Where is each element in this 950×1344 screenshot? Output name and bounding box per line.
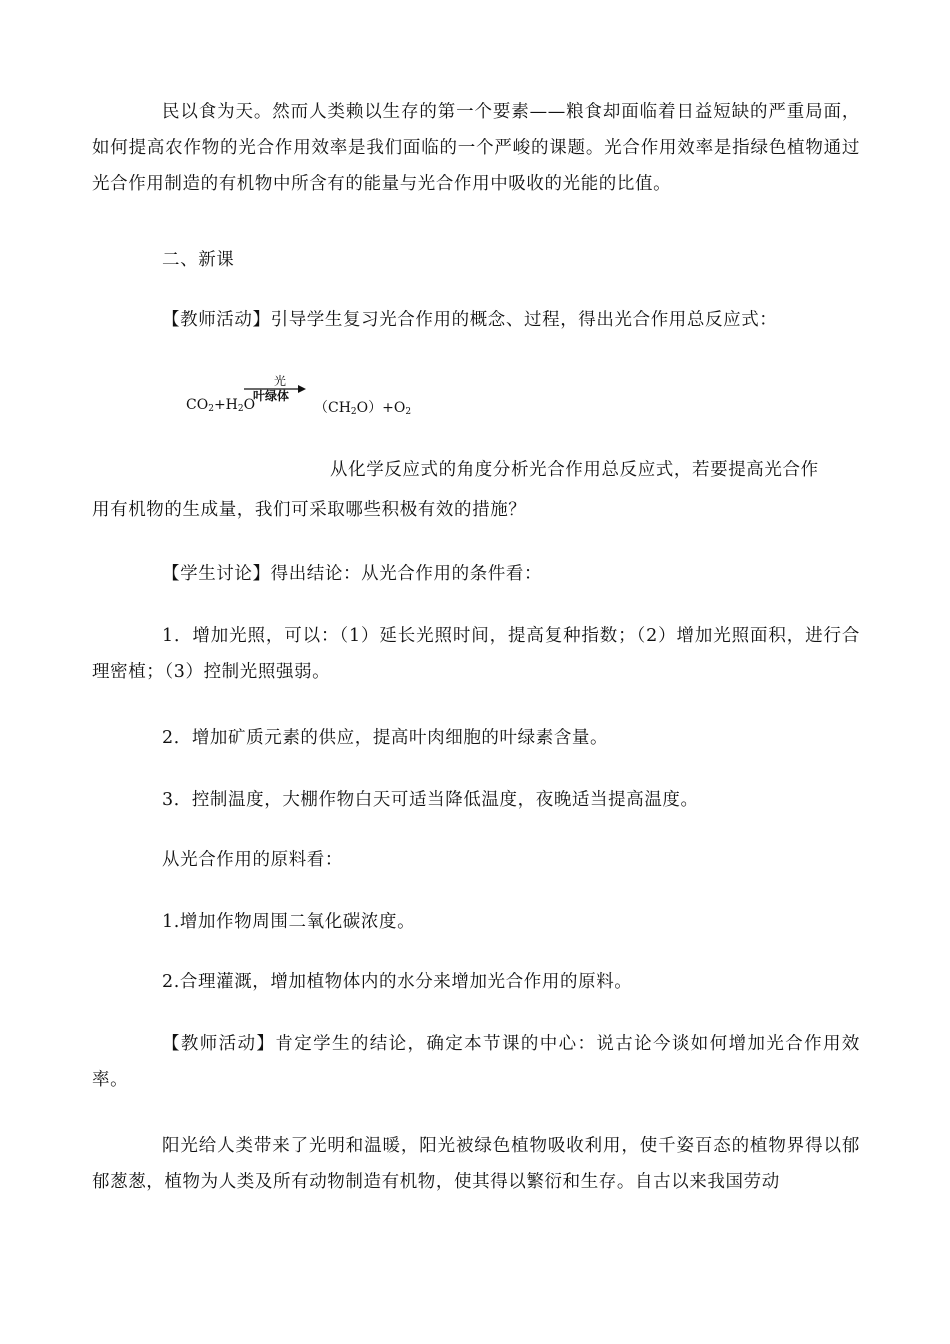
section-heading: 二、新课 (162, 250, 235, 270)
intro-paragraph: 民以食为天。然而人类赖以生存的第一个要素——粮食却面临着日益短缺的严重局面，如何提高农作物的光合作用效率是我们面临的一个严峻的课题。光合作用效率是指绿色植物通过光合作用制造的有机物中所含有的能量与光合作用中吸收的光能的比值。 (92, 102, 860, 194)
teacher-activity-2: 【教师活动】肯定学生的结论，确定本节课的中心：说古论今谈如何增加光合作用效率。 (92, 1034, 860, 1090)
equation-reactants: $CO_2+H_2O$ (186, 397, 256, 414)
sunlight-paragraph: 阳光给人类带来了光明和温暖，阳光被绿色植物吸收利用，使千姿百态的植物界得以郁郁葱葱，植物为人类及所有动物制造有机物，使其得以繁衍和生存。自古以来我国劳动 (92, 1136, 860, 1192)
raw-material-item-2: 2.合理灌溉，增加植物体内的水分来增加光合作用的原料。 (162, 972, 633, 992)
question-line-1: 从化学反应式的角度分析光合作用总反应式，若要提高光合作 (330, 460, 819, 480)
equation-condition-chloroplast: 叶绿体 (252, 389, 289, 403)
photosynthesis-equation (186, 372, 446, 422)
equation-products: $(CH_2O)+O_2$ (314, 400, 412, 417)
teacher-activity-1: 【教师活动】引导学生复习光合作用的概念、过程，得出光合作用总反应式： (162, 310, 778, 330)
raw-material-heading: 从光合作用的原料看： (162, 850, 343, 870)
condition-item-1: 1．增加光照，可以：（1）延长光照时间，提高复种指数；（2）增加光照面积，进行合理密植；（3）控制光照强弱。 (92, 626, 860, 682)
raw-material-item-1: 1.增加作物周围二氧化碳浓度。 (162, 912, 416, 932)
student-discussion: 【学生讨论】得出结论：从光合作用的条件看： (162, 564, 543, 584)
equation-condition-light: 光 (273, 374, 286, 388)
condition-item-2: 2．增加矿质元素的供应，提高叶肉细胞的叶绿素含量。 (162, 728, 609, 748)
question-line-2: 用有机物的生成量，我们可采取哪些积极有效的措施？ (92, 500, 527, 520)
condition-item-3: 3．控制温度，大棚作物白天可适当降低温度，夜晚适当提高温度。 (162, 790, 699, 810)
